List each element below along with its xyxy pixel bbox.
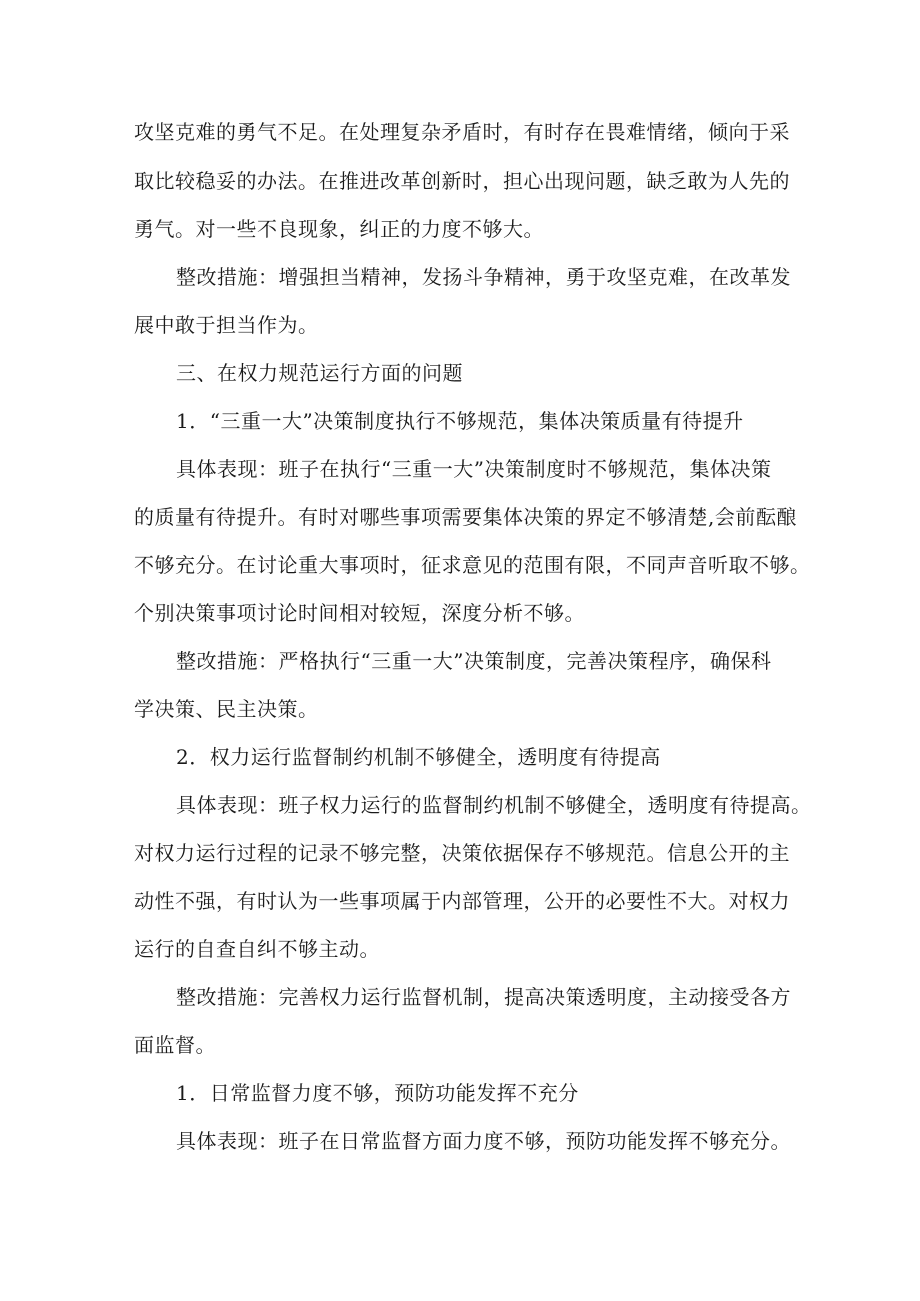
body-text-line: 攻坚克难的勇气不足。在处理复杂矛盾时，有时存在畏难情绪，倾向于采 xyxy=(134,120,790,144)
subsection-heading: 2．权力运行监督制约机制不够健全，透明度有待提高 xyxy=(176,745,661,769)
section-heading: 三、在权力规范运行方面的问题 xyxy=(176,361,463,385)
paragraph-first-line: 具体表现：班子权力运行的监督制约机制不够健全，透明度有待提高。 xyxy=(176,793,812,817)
body-text-line: 动性不强，有时认为一些事项属于内部管理，公开的必要性不大。对权力 xyxy=(134,889,790,913)
paragraph-first-line: 整改措施：严格执行“三重一大”决策制度，完善决策程序，确保科 xyxy=(176,649,772,673)
body-text-line: 取比较稳妥的办法。在推进改革创新时，担心出现问题，缺乏敢为人先的 xyxy=(134,169,790,193)
body-text-line: 学决策、民主决策。 xyxy=(134,697,319,721)
body-text-line: 展中敢于担当作为。 xyxy=(134,313,319,337)
paragraph-first-line: 具体表现：班子在执行“三重一大”决策制度时不够规范，集体决策 xyxy=(176,457,772,481)
paragraph-first-line: 整改措施：增强担当精神，发扬斗争精神，勇于攻坚克难，在改革发 xyxy=(176,265,791,289)
subsection-heading: 1．日常监督力度不够，预防功能发挥不充分 xyxy=(176,1081,579,1105)
subsection-heading: 1．“三重一大”决策制度执行不够规范，集体决策质量有待提升 xyxy=(176,409,744,433)
paragraph-first-line: 整改措施：完善权力运行监督机制，提高决策透明度，主动接受各方 xyxy=(176,985,791,1009)
body-text-line: 个别决策事项讨论时间相对较短，深度分析不够。 xyxy=(134,601,585,625)
body-text-line: 不够充分。在讨论重大事项时，征求意见的范围有限，不同声音听取不够。 xyxy=(134,553,811,577)
body-text-line: 面监督。 xyxy=(134,1033,216,1057)
body-text-line: 对权力运行过程的记录不够完整，决策依据保存不够规范。信息公开的主 xyxy=(134,841,790,865)
body-text-line: 运行的自查自纠不够主动。 xyxy=(134,937,380,961)
body-text-line: 勇气。对一些不良现象，纠正的力度不够大。 xyxy=(134,217,544,241)
paragraph-first-line: 具体表现：班子在日常监督方面力度不够，预防功能发挥不够充分。 xyxy=(176,1129,791,1153)
body-text-line: 的质量有待提升。有时对哪些事项需要集体决策的界定不够清楚,会前酝酿 xyxy=(134,505,797,529)
